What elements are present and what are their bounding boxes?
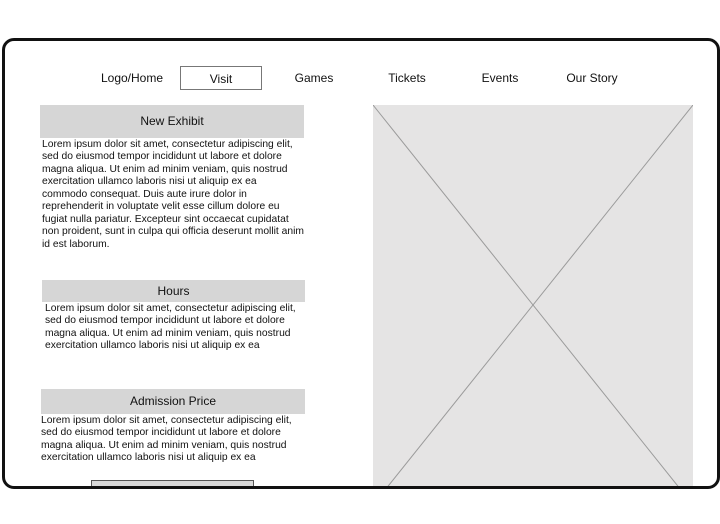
hours-text: Lorem ipsum dolor sit amet, consectetur adipiscing elit, sed do eiusmod tempor incididunt ut labore et dolore magna aliqua. Ut enim ad minim veniam, quis nostrud exercitation ullamco laboris nisi ut aliquip ex ea bbox=[45, 303, 296, 352]
nav-our-story[interactable]: Our Story bbox=[566, 71, 618, 85]
nav-logo-home[interactable]: Logo/Home bbox=[100, 71, 164, 85]
image-placeholder bbox=[373, 105, 693, 489]
admission-price-text: Lorem ipsum dolor sit amet, consectetur adipiscing elit, sed do eiusmod tempor incididunt ut labore et dolore magna aliqua. Ut enim ad minim veniam, quis nostrud exercitation ullamco laboris nisi ut aliquip ex ea bbox=[41, 415, 292, 464]
nav-visit[interactable]: Visit bbox=[180, 66, 262, 90]
nav-tickets[interactable]: Tickets bbox=[388, 71, 426, 85]
image-placeholder-icon bbox=[373, 105, 693, 489]
nav-events[interactable]: Events bbox=[481, 71, 519, 85]
admission-price-header: Admission Price bbox=[41, 389, 305, 414]
new-exhibit-text: Lorem ipsum dolor sit amet, consectetur adipiscing elit, sed do eiusmod tempor incididunt ut labore et dolore magna aliqua. Ut enim ad minim veniam, quis nostrud exercitation ullamco laboris nisi ut aliquip ex ea commodo consequat. Duis aute irure dolor in reprehenderit in voluptate velit esse cillum dolore eu fugiat nulla pariatur. Excepteur sint occaecat cupidatat non proident, sunt in culpa qui officia deserunt mollit anim id est laborum. bbox=[42, 139, 304, 250]
hours-header: Hours bbox=[42, 280, 305, 302]
bottom-button-placeholder[interactable] bbox=[91, 480, 254, 489]
nav-games[interactable]: Games bbox=[294, 71, 334, 85]
new-exhibit-header: New Exhibit bbox=[40, 105, 304, 138]
browser-frame bbox=[2, 38, 720, 489]
